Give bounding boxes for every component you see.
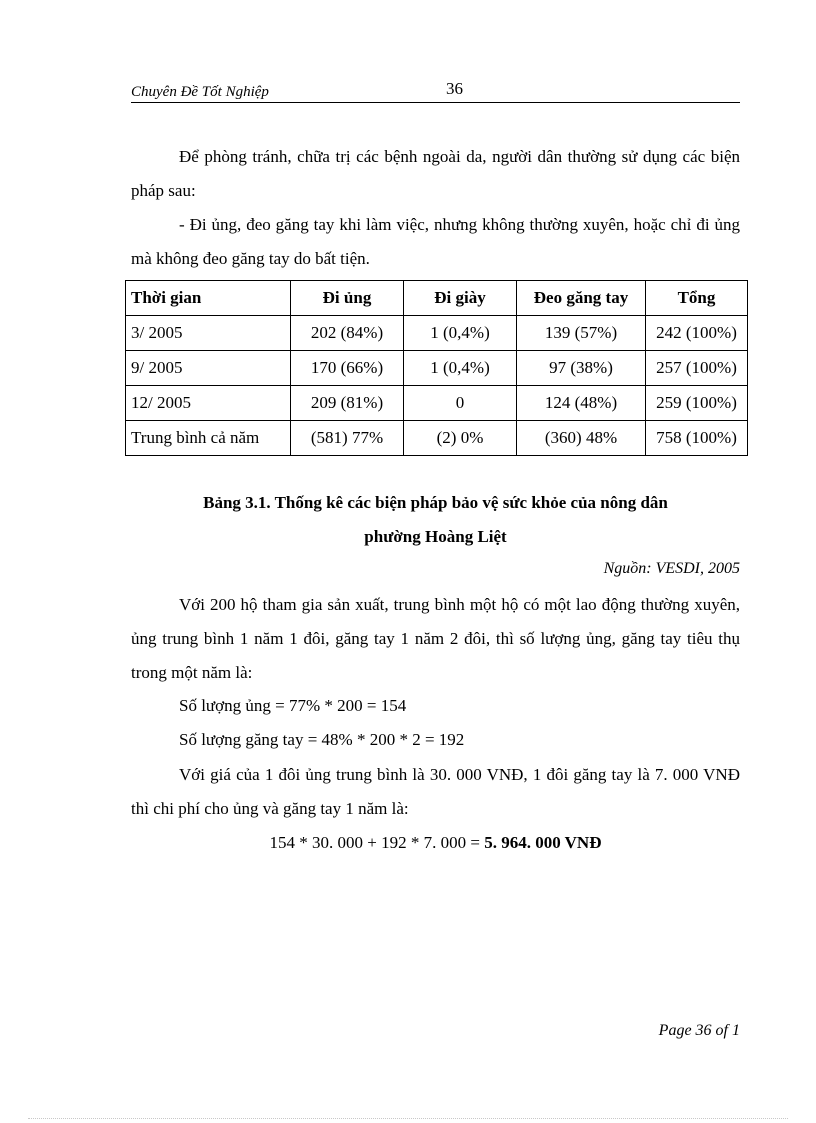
column-header: Tổng xyxy=(646,281,748,316)
source-note: Nguồn: VESDI, 2005 xyxy=(603,560,740,577)
formula-result: 5. 964. 000 VNĐ xyxy=(484,833,602,852)
table-caption-line-2: phường Hoàng Liệt xyxy=(364,527,507,546)
page-header xyxy=(131,80,740,103)
table-cell: 9/ 2005 xyxy=(126,351,291,386)
table-cell: 0 xyxy=(404,386,517,421)
table-cell: 202 (84%) xyxy=(291,316,404,351)
document-title: Chuyên Đề Tốt Nghiệp xyxy=(131,84,269,100)
table-cell: (360) 48% xyxy=(517,421,646,456)
table-row xyxy=(126,351,748,386)
table-row xyxy=(126,316,748,351)
intro-paragraph-1: Để phòng tránh, chữa trị các bệnh ngoài da, người dân thường sử dụng các biện pháp sau: xyxy=(131,147,740,200)
table-cell: Trung bình cả năm xyxy=(126,421,291,456)
column-header: Đeo găng tay xyxy=(517,281,646,316)
table-cell: 97 (38%) xyxy=(517,351,646,386)
table-row xyxy=(126,386,748,421)
table-cell: 1 (0,4%) xyxy=(404,351,517,386)
table-cell: 3/ 2005 xyxy=(126,316,291,351)
table-cell: 1 (0,4%) xyxy=(404,316,517,351)
table-cell: (581) 77% xyxy=(291,421,404,456)
table-cell: 758 (100%) xyxy=(646,421,748,456)
column-header: Đi ủng xyxy=(291,281,404,316)
page-footer: Page 36 of 1 xyxy=(658,1022,740,1039)
body-paragraph-4: Với giá của 1 đôi ủng trung bình là 30. 000 VNĐ, 1 đôi găng tay là 7. 000 VNĐ thì chi phí cho ủng và găng tay 1 năm là: xyxy=(131,765,740,818)
page-number: 36 xyxy=(446,79,463,98)
table-cell: 12/ 2005 xyxy=(126,386,291,421)
table-cell: 242 (100%) xyxy=(646,316,748,351)
table-caption-line-1: Bảng 3.1. Thống kê các biện pháp bảo vệ sức khỏe của nông dân xyxy=(203,493,668,512)
page-bottom-divider xyxy=(28,1118,788,1119)
calculation-boots: Số lượng ủng = 77% * 200 = 154 xyxy=(179,696,407,715)
table-header-row xyxy=(126,281,748,316)
table-cell: 170 (66%) xyxy=(291,351,404,386)
body-paragraph-3: Với 200 hộ tham gia sản xuất, trung bình một hộ có một lao động thường xuyên, ủng trung bình 1 năm 1 đôi, găng tay 1 năm 2 đôi, thì số lượng ủng, găng tay tiêu thụ trong một năm là: xyxy=(131,595,740,682)
table-cell: 209 (81%) xyxy=(291,386,404,421)
table-cell: 124 (48%) xyxy=(517,386,646,421)
table-cell: 139 (57%) xyxy=(517,316,646,351)
column-header: Thời gian xyxy=(126,281,291,316)
cost-formula xyxy=(131,826,740,860)
table-row xyxy=(126,421,748,456)
intro-paragraph-2: - Đi ủng, đeo găng tay khi làm việc, nhưng không thường xuyên, hoặc chỉ đi ủng mà không đeo găng tay do bất tiện. xyxy=(131,215,740,268)
formula-expression: 154 * 30. 000 + 192 * 7. 000 = xyxy=(269,833,485,852)
table-cell: 257 (100%) xyxy=(646,351,748,386)
protection-measures-table xyxy=(125,280,748,456)
table-cell: 259 (100%) xyxy=(646,386,748,421)
calculation-gloves: Số lượng găng tay = 48% * 200 * 2 = 192 xyxy=(179,730,465,749)
table-cell: (2) 0% xyxy=(404,421,517,456)
column-header: Đi giày xyxy=(404,281,517,316)
